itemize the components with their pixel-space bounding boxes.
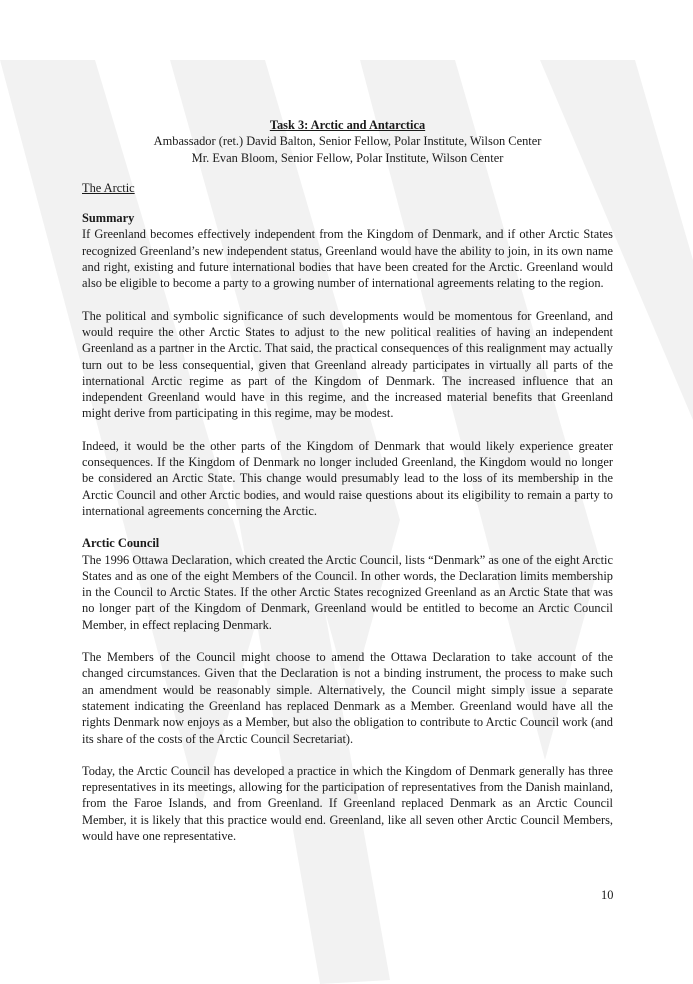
summary-paragraph: If Greenland becomes effectively independent from the Kingdom of Denmark, and if other Arctic States recognized Greenland’s new independent status, Greenland would have the ability to join, in its own name and right, existing and future international bodies that have been created for the Arctic. Greenland would also be eligible to become a party to a growing number of international agreements relating to the region. — [82, 227, 613, 291]
document-header — [82, 117, 613, 166]
author-line: Mr. Evan Bloom, Senior Fellow, Polar Institute, Wilson Center — [191, 150, 504, 165]
arctic-council-paragraph: Today, the Arctic Council has developed a practice in which the Kingdom of Denmark generally has three representatives in its meetings, allowing for the participation of representatives from the Danish mainland, from the Faroe Islands, and from Greenland. If Greenland replaced Denmark as an Arctic Council Member, it is likely that this practice would end. Greenland, like all seven other Arctic Council Members, would have one representative. — [82, 763, 613, 843]
document-page — [82, 117, 613, 860]
summary-heading: Summary — [82, 211, 135, 226]
author-line: Ambassador (ret.) David Balton, Senior Fellow, Polar Institute, Wilson Center — [153, 134, 542, 149]
task-title: Task 3: Arctic and Antarctica — [269, 118, 426, 132]
summary-paragraph: Indeed, it would be the other parts of the Kingdom of Denmark that would likely experience greater consequences. If the Kingdom of Denmark no longer included Greenland, the Kingdom would no longer be considered an Arctic State. This change would presumably lead to the loss of its membership in the Arctic Council and other Arctic bodies, and would raise questions about its eligibility to remain a party to international agreements concerning the Arctic. — [82, 438, 613, 518]
summary-paragraph: The political and symbolic significance of such developments would be momentous for Greenland, and would require the other Arctic States to adjust to the new political realities of having an independent Greenland as a partner in the Arctic. That said, the practical consequences of this realignment may actually turn out to be less consequential, given that Greenland already participates in virtually all parts of the international Arctic regime as part of the Kingdom of Denmark. The increased influence that an independent Greenland would have in this regime, and the increased material benefits that Greenland might derive from participating in this regime, may be modest. — [82, 308, 613, 421]
arctic-council-paragraph: The Members of the Council might choose to amend the Ottawa Declaration to take account of the changed circumstances. Given that the Declaration is not a binding instrument, the process to make such an amendment would be reasonably simple. Alternatively, the Council might simply issue a separate statement indicating the Greenland has replaced Denmark as a Member. Greenland would have all the rights Denmark now enjoys as a Member, but also the obligation to contribute to Arctic Council work (and its share of the costs of the Arctic Council Secretariat). — [82, 650, 613, 746]
section-heading-the-arctic: The Arctic — [82, 180, 135, 195]
arctic-council-heading: Arctic Council — [82, 536, 160, 551]
page-number: 10 — [601, 888, 614, 902]
arctic-council-paragraph: The 1996 Ottawa Declaration, which created the Arctic Council, lists “Denmark” as one of the eight Arctic States and as one of the eight Members of the Council. In other words, the Declaration limits membership in the Council to Arctic States. If the other Arctic States recognized Greenland as an Arctic State that was no longer part of the Kingdom of Denmark, Greenland would be entitled to become an Arctic Council Member, in effect replacing Denmark. — [82, 552, 613, 632]
